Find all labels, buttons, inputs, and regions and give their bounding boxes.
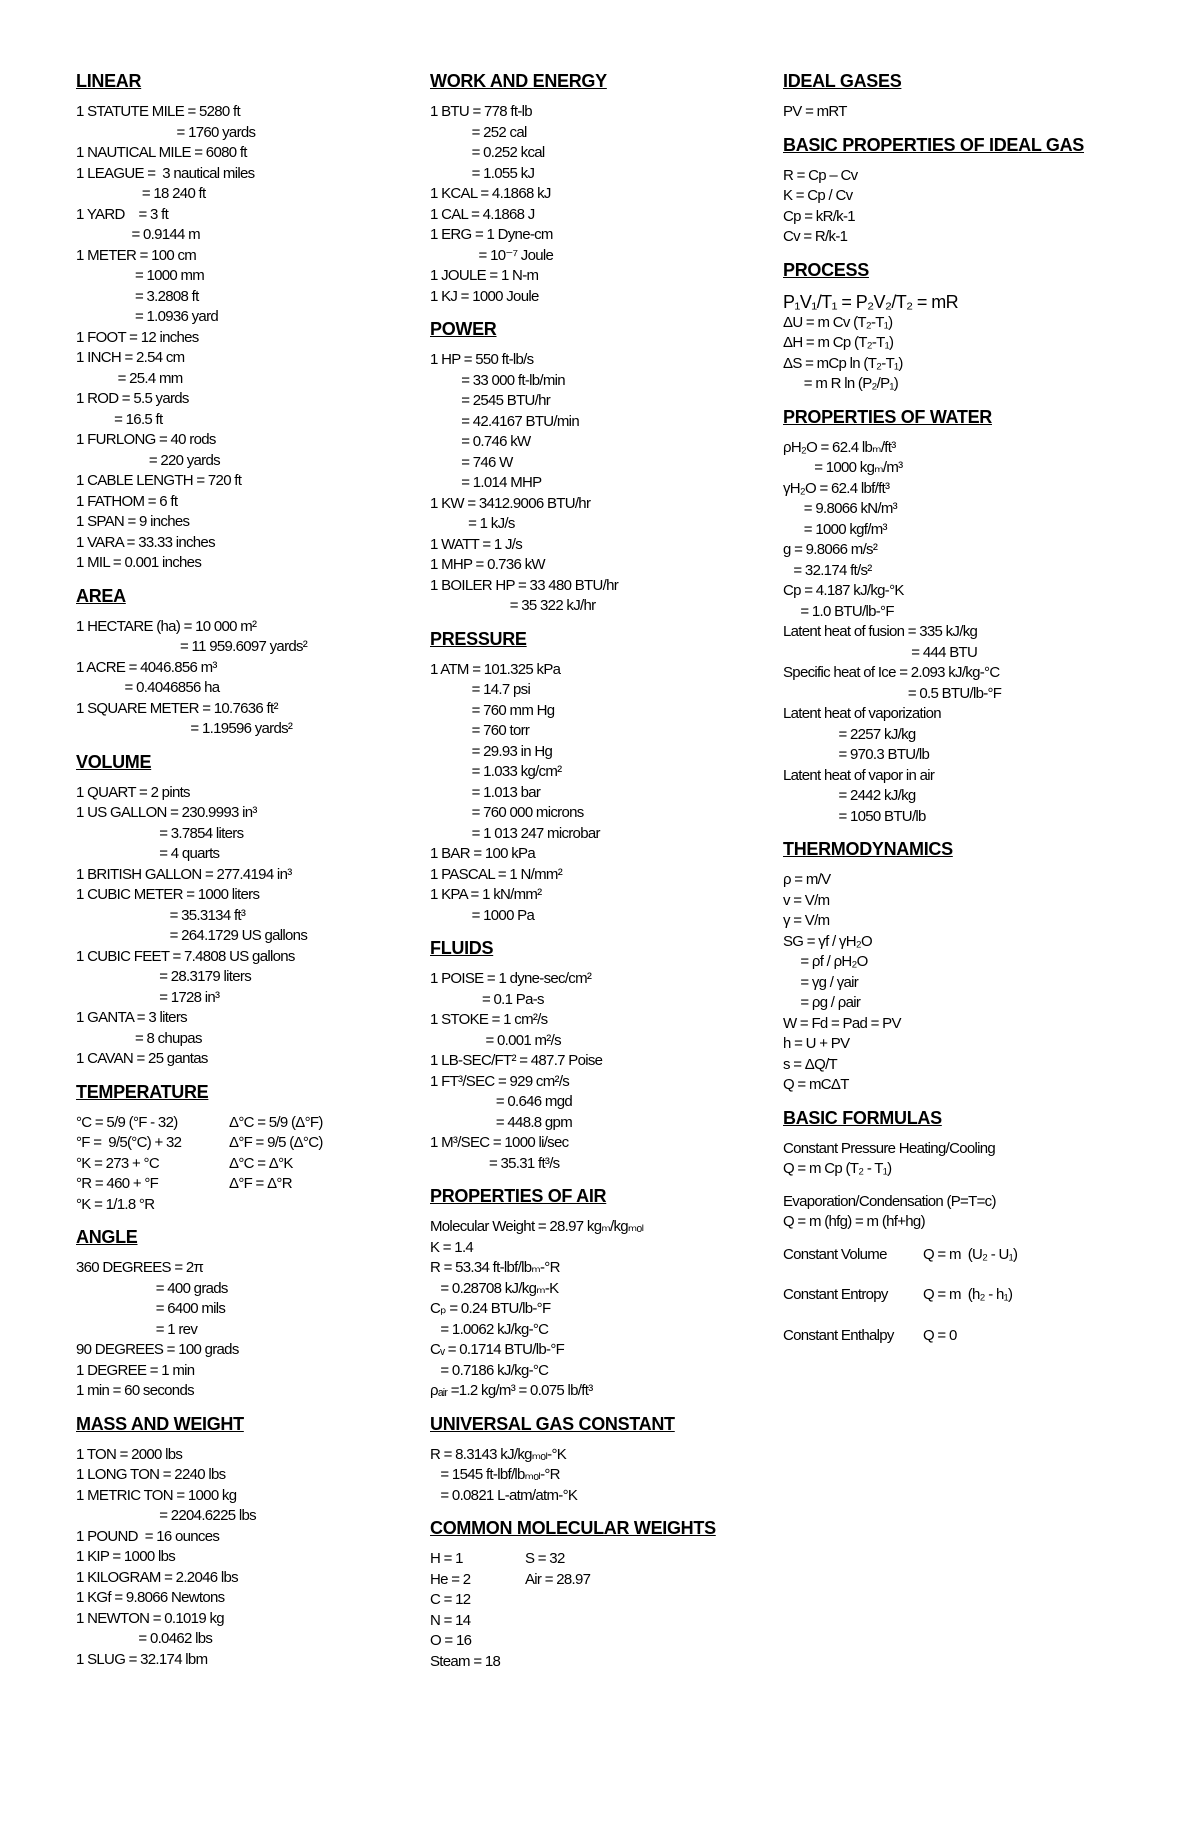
table-row — [430, 1549, 760, 1570]
row-label: Constant Volume — [783, 1245, 887, 1263]
spacer — [783, 1180, 1163, 1192]
text-line: = 1 013 247 microbar — [430, 824, 600, 842]
section-heading: MASS AND WEIGHT — [76, 1413, 244, 1434]
text-line: = 8 chupas — [76, 1029, 202, 1047]
text-line: = 760 torr — [430, 722, 530, 739]
text-line: Cᵥ = 0.1714 BTU/lb-°F — [430, 1341, 565, 1358]
text-line: = 35.3134 ft³ — [76, 906, 246, 924]
text-line: = 0.1 Pa-s — [430, 990, 544, 1008]
section — [783, 838, 1163, 1096]
text-line: 1 KPA = 1 kN/mm² — [430, 886, 542, 903]
text-line: 1 KCAL = 4.1868 kJ — [430, 185, 551, 202]
text-line: Molecular Weight = 28.97 kgₘ/kgₘₒₗ — [430, 1218, 644, 1235]
text-line: = 1050 BTU/lb — [783, 807, 926, 825]
text-line: = 0.5 BTU/lb-°F — [783, 684, 1002, 702]
text-line: 1 BTU = 778 ft-lb — [430, 103, 532, 120]
text-line: = 25.4 mm — [76, 369, 183, 387]
section — [430, 937, 760, 1174]
text-line: = 28.3179 liters — [76, 968, 252, 985]
section-heading: WORK AND ENERGY — [430, 71, 607, 91]
section — [783, 134, 1163, 248]
text-line: 1 STOKE = 1 cm²/s — [430, 1011, 548, 1028]
section-heading: ANGLE — [76, 1227, 138, 1247]
molecular-weights-table — [430, 1549, 760, 1672]
text-line: Constant Pressure Heating/Cooling — [783, 1139, 996, 1157]
text-line: 1 M³/SEC = 1000 li/sec — [430, 1134, 569, 1151]
section-heading: PRESSURE — [430, 628, 527, 649]
table-row — [76, 1133, 406, 1154]
text-line: 1 SPAN = 9 inches — [76, 513, 190, 530]
table-row — [430, 1611, 760, 1632]
section — [76, 751, 406, 1070]
section-heading: VOLUME — [76, 751, 152, 772]
text-line: 1 KGf = 9.8066 Newtons — [76, 1589, 225, 1606]
text-line: = 400 grads — [76, 1279, 228, 1297]
text-line: = 2442 kJ/kg — [783, 787, 916, 804]
text-line: = 1545 ft-lbf/lbₘₒₗ-°R — [430, 1466, 560, 1483]
text-line: Q = m (hfg) = m (hf+hg) — [783, 1213, 925, 1230]
text-line: = 1.055 kJ — [430, 164, 535, 182]
row-value: Q = 0 — [923, 1326, 957, 1344]
temperature-table — [76, 1113, 406, 1216]
text-line: Q = m Cp (T₂ - T₁) — [783, 1160, 892, 1177]
text-line: 1 DEGREE = 1 min — [76, 1361, 195, 1379]
row-label: He = 2 — [430, 1570, 471, 1588]
column-1-bottom-sections — [76, 1226, 406, 1670]
column-3 — [783, 70, 1163, 1366]
text-line: 1 CAVAN = 25 gantas — [76, 1050, 208, 1067]
text-line: = 444 BTU — [783, 643, 978, 661]
text-line: 1 ATM = 101.325 kPa — [430, 660, 561, 678]
text-line: 1 VARA = 33.33 inches — [76, 533, 215, 551]
text-line: 1 FATHOM = 6 ft — [76, 492, 178, 510]
text-line: 1 NEWTON = 0.1019 kg — [76, 1609, 224, 1627]
text-line: = 760 mm Hg — [430, 701, 555, 719]
text-line: = 1.0936 yard — [76, 308, 219, 325]
section-heading: THERMODYNAMICS — [783, 839, 953, 859]
section — [76, 1413, 406, 1671]
text-line: ρH₂O = 62.4 lbₘ/ft³ — [783, 438, 896, 456]
text-line: 1 FURLONG = 40 rods — [76, 431, 216, 448]
text-line: K = Cp / Cv — [783, 187, 853, 204]
text-line: g = 9.8066 m/s² — [783, 541, 878, 558]
text-line: 1 CAL = 4.1868 J — [430, 205, 535, 223]
section — [430, 1413, 760, 1507]
section — [76, 70, 406, 574]
text-line: = 1 rev — [76, 1320, 198, 1338]
text-line: 1 SQUARE METER = 10.7636 ft² — [76, 699, 278, 717]
text-line: R = 53.34 ft-lbf/lbₘ-°R — [430, 1259, 560, 1276]
row-value: Air = 28.97 — [525, 1570, 591, 1588]
text-line: = 9.8066 kN/m³ — [783, 500, 897, 517]
section-heading: FLUIDS — [430, 938, 494, 958]
text-line: R = 8.3143 kJ/kgₘₒₗ-°K — [430, 1445, 567, 1463]
column-2-sections — [430, 70, 760, 1506]
text-line: 1 QUART = 2 pints — [76, 783, 190, 801]
text-line: 1 KILOGRAM = 2.2046 lbs — [76, 1568, 238, 1586]
text-line: 1 WATT = 1 J/s — [430, 535, 523, 553]
column-1 — [76, 70, 406, 1681]
text-line: = 1.0 BTU/lb-°F — [783, 602, 894, 620]
row-label: N = 14 — [430, 1611, 471, 1629]
text-line: = 0.0462 lbs — [76, 1630, 213, 1647]
text-line: = 1.014 MHP — [430, 474, 542, 491]
text-line: 1 CUBIC METER = 1000 liters — [76, 886, 260, 903]
text-line: ρₐᵢᵣ =1.2 kg/m³ = 0.075 lb/ft³ — [430, 1382, 593, 1399]
section-heading: UNIVERSAL GAS CONSTANT — [430, 1413, 675, 1434]
text-line: = 2204.6225 lbs — [76, 1507, 256, 1524]
table-row — [76, 1113, 406, 1134]
basic-formulas-section — [783, 1107, 1163, 1347]
text-line: = 1.0062 kJ/kg-°C — [430, 1320, 549, 1338]
text-line: 1 INCH = 2.54 cm — [76, 349, 185, 366]
row-label: °K = 1/1.8 °R — [76, 1195, 155, 1213]
text-line: s = ΔQ/T — [783, 1055, 838, 1073]
text-line: 1 KIP = 1000 lbs — [76, 1548, 176, 1565]
row-label: C = 12 — [430, 1591, 471, 1608]
text-line: = 1760 yards — [76, 123, 256, 141]
text-line: = 1.033 kg/cm² — [430, 763, 562, 780]
text-line: = 1728 in³ — [76, 988, 220, 1006]
text-line: = 14.7 psi — [430, 681, 531, 698]
text-line: = 42.4167 BTU/min — [430, 412, 579, 430]
text-line: 1 GANTA = 3 liters — [76, 1009, 187, 1026]
row-value: Δ°F = 9/5 (Δ°C) — [229, 1134, 323, 1151]
text-line: = 264.1729 US gallons — [76, 927, 308, 944]
text-line: 1 PASCAL = 1 N/mm² — [430, 865, 563, 883]
section-heading: BASIC PROPERTIES OF IDEAL GAS — [783, 134, 1085, 155]
row-label: Constant Entropy — [783, 1286, 888, 1303]
text-line: 1 BAR = 100 kPa — [430, 845, 535, 862]
text-line: Latent heat of vaporization — [783, 705, 941, 722]
text-line: 1 METER = 100 cm — [76, 246, 197, 264]
process-main-equation: P₁V₁/T₁ = P₂V₂/T₂ = mR — [783, 291, 959, 312]
text-line: = 16.5 ft — [76, 410, 163, 428]
text-line: = 4 quarts — [76, 845, 220, 862]
text-line: = 0.001 m²/s — [430, 1031, 561, 1049]
text-line: 1 MHP = 0.736 kW — [430, 556, 545, 573]
text-line: = 11 959.6097 yards² — [76, 638, 308, 655]
text-line: 360 DEGREES = 2π — [76, 1259, 204, 1276]
row-value: Δ°C = 5/9 (Δ°F) — [229, 1113, 323, 1131]
section — [430, 1185, 760, 1402]
row-label: °F = 9/5(°C) + 32 — [76, 1134, 182, 1151]
text-line: 1 NAUTICAL MILE = 6080 ft — [76, 144, 247, 161]
formula-blocks — [783, 1139, 1163, 1245]
text-line: 1 HECTARE (ha) = 10 000 m² — [76, 617, 257, 635]
text-line: = 220 yards — [76, 451, 220, 469]
text-line: = m R ln (P₂/P₁) — [783, 375, 899, 392]
row-value: S = 32 — [525, 1550, 565, 1567]
column-1-top-sections — [76, 70, 406, 1070]
section-heading: TEMPERATURE — [76, 1081, 209, 1102]
text-line: Evaporation/Condensation (P=T=c) — [783, 1192, 996, 1210]
text-line: 1 LB-SEC/FT² = 487.7 Poise — [430, 1052, 603, 1069]
text-line: 1 LONG TON = 2240 lbs — [76, 1466, 226, 1483]
text-line: = 0.7186 kJ/kg-°C — [430, 1361, 549, 1379]
section-heading: BASIC FORMULAS — [783, 1107, 942, 1128]
text-line: Specific heat of Ice = 2.093 kJ/kg-°C — [783, 664, 1000, 681]
text-line: 1 POUND = 16 ounces — [76, 1527, 220, 1545]
section-heading: IDEAL GASES — [783, 71, 902, 91]
section — [430, 628, 760, 927]
table-row — [76, 1154, 406, 1175]
molecular-weights-section — [430, 1517, 760, 1672]
formula-row — [783, 1245, 1163, 1266]
text-line: = 1000 kgₘ/m³ — [783, 459, 903, 476]
text-line: 1 CABLE LENGTH = 720 ft — [76, 472, 242, 489]
table-row — [430, 1631, 760, 1652]
row-label: °C = 5/9 (°F - 32) — [76, 1113, 178, 1131]
section — [430, 318, 760, 617]
text-line: γH₂O = 62.4 lbf/ft³ — [783, 479, 890, 497]
text-line: 1 ACRE = 4046.856 m³ — [76, 658, 217, 676]
text-line: = 0.28708 kJ/kgₘ-K — [430, 1279, 559, 1297]
text-line: = 3.2808 ft — [76, 287, 199, 305]
text-line: = 10⁻⁷ Joule — [430, 246, 554, 264]
text-line: Q = mCΔT — [783, 1076, 849, 1093]
text-line: 1 ERG = 1 Dyne-cm — [430, 226, 553, 243]
text-line: 1 FT³/SEC = 929 cm²/s — [430, 1072, 570, 1090]
row-label: O = 16 — [430, 1632, 472, 1649]
column-2 — [430, 70, 760, 1683]
formula-row — [783, 1285, 1163, 1306]
text-line: 1 STATUTE MILE = 5280 ft — [76, 103, 240, 120]
text-line: = 35.31 ft³/s — [430, 1154, 560, 1172]
text-line: = 33 000 ft-lb/min — [430, 371, 565, 389]
text-line: γ = V/m — [783, 912, 830, 929]
section-heading: PROPERTIES OF AIR — [430, 1186, 607, 1206]
text-line: = 0.746 kW — [430, 433, 531, 450]
process-section — [783, 259, 1163, 395]
text-line: Latent heat of vapor in air — [783, 766, 935, 784]
text-line: 90 DEGREES = 100 grads — [76, 1341, 239, 1358]
formula-table — [783, 1245, 1163, 1347]
row-value: Q = m (U₂ - U₁) — [923, 1245, 1018, 1263]
table-row — [430, 1570, 760, 1591]
text-line: = 1.013 bar — [430, 783, 541, 801]
text-line: = 970.3 BTU/lb — [783, 746, 930, 763]
table-row — [430, 1590, 760, 1611]
text-line: ρ = m/V — [783, 871, 831, 888]
text-line: = 2257 kJ/kg — [783, 725, 916, 743]
section-heading: LINEAR — [76, 71, 142, 91]
section — [430, 70, 760, 307]
text-line: K = 1.4 — [430, 1238, 474, 1256]
text-line: = 0.646 mgd — [430, 1093, 572, 1110]
section — [76, 585, 406, 740]
section-heading: COMMON MOLECULAR WEIGHTS — [430, 1518, 716, 1538]
section-heading: PROCESS — [783, 259, 869, 280]
text-line: SG = γf / γH₂O — [783, 932, 872, 950]
row-value: Q = m (h₂ - h₁) — [923, 1286, 1013, 1303]
text-line: 1 US GALLON = 230.9993 in³ — [76, 804, 257, 821]
text-line: = 746 W — [430, 453, 513, 471]
text-line: ΔH = m Cp (T₂-T₁) — [783, 334, 894, 351]
row-label: °K = 273 + °C — [76, 1154, 159, 1172]
text-line: = 448.8 gpm — [430, 1113, 572, 1131]
text-line: = 6400 mils — [76, 1300, 226, 1317]
text-line: 1 HP = 550 ft-lb/s — [430, 351, 534, 368]
text-line: 1 BRITISH GALLON = 277.4194 in³ — [76, 865, 292, 883]
text-line: = 760 000 microns — [430, 804, 584, 821]
section-heading: AREA — [76, 585, 126, 606]
text-line: = 1000 kgf/m³ — [783, 520, 887, 538]
text-line: 1 CUBIC FEET = 7.4808 US gallons — [76, 947, 295, 965]
text-line: = 18 240 ft — [76, 185, 206, 202]
column-3-middle-sections — [783, 406, 1163, 1096]
section — [76, 1226, 406, 1402]
table-row — [76, 1174, 406, 1195]
text-line: = 1 kJ/s — [430, 515, 515, 532]
row-label: °R = 460 + °F — [76, 1175, 159, 1192]
text-line: = 0.252 kcal — [430, 144, 545, 161]
text-line: Cv = R/k-1 — [783, 228, 848, 245]
table-row — [76, 1195, 406, 1216]
text-line: 1 FOOT = 12 inches — [76, 328, 199, 346]
text-line: = 1000 mm — [76, 267, 205, 284]
text-line: = 252 cal — [430, 123, 527, 141]
section-heading: PROPERTIES OF WATER — [783, 406, 992, 427]
text-line: R = Cp – Cv — [783, 166, 858, 184]
text-line: = ρf / ρH₂O — [783, 953, 868, 970]
row-label: H = 1 — [430, 1550, 463, 1567]
text-line: = γg / γair — [783, 973, 859, 991]
text-line: ΔU = m Cv (T₂-T₁) — [783, 313, 893, 331]
text-line: 1 BOILER HP = 33 480 BTU/hr — [430, 576, 619, 594]
text-line: = 0.0821 L-atm/atm-°K — [430, 1486, 578, 1504]
text-line: 1 POISE = 1 dyne-sec/cm² — [430, 970, 592, 987]
text-line: W = Fd = Pad = PV — [783, 1014, 901, 1032]
table-row — [430, 1652, 760, 1673]
row-value: Δ°F = Δ°R — [229, 1175, 292, 1192]
text-line: = 0.9144 m — [76, 226, 200, 243]
text-line: 1 KW = 3412.9006 BTU/hr — [430, 494, 591, 512]
temperature-section — [76, 1081, 406, 1216]
text-line: 1 METRIC TON = 1000 kg — [76, 1486, 237, 1504]
row-label: Constant Enthalpy — [783, 1326, 894, 1344]
text-line: 1 TON = 2000 lbs — [76, 1445, 183, 1463]
text-line: = 3.7854 liters — [76, 824, 244, 842]
text-line: h = U + PV — [783, 1035, 850, 1052]
text-line: = ρg / ρair — [783, 994, 861, 1011]
formula-row — [783, 1326, 1163, 1347]
section — [783, 406, 1163, 828]
row-label: Steam = 18 — [430, 1652, 501, 1670]
text-line: PV = mRT — [783, 103, 847, 120]
section — [783, 70, 1163, 123]
text-line: 1 LEAGUE = 3 nautical miles — [76, 164, 255, 182]
text-line: = 29.93 in Hg — [430, 742, 553, 760]
spacer — [783, 1233, 1163, 1245]
text-line: 1 SLUG = 32.174 lbm — [76, 1650, 208, 1668]
text-line: 1 MIL = 0.001 inches — [76, 554, 202, 571]
text-line: = 1000 Pa — [430, 906, 535, 924]
text-line: 1 JOULE = 1 N-m — [430, 267, 539, 284]
column-3-top-sections — [783, 70, 1163, 248]
text-line: 1 min = 60 seconds — [76, 1382, 194, 1399]
text-line: = 35 322 kJ/hr — [430, 597, 596, 614]
row-value: Δ°C = Δ°K — [229, 1154, 293, 1172]
text-line: = 0.4046856 ha — [76, 679, 220, 696]
text-line: Cp = 4.187 kJ/kg-°K — [783, 582, 904, 599]
text-line: 1 YARD = 3 ft — [76, 205, 169, 223]
text-line: 1 ROD = 5.5 yards — [76, 390, 189, 407]
section-heading: POWER — [430, 319, 497, 339]
text-line: Cₚ = 0.24 BTU/lb-°F — [430, 1300, 551, 1317]
text-line: Latent heat of fusion = 335 kJ/kg — [783, 623, 978, 640]
text-line: ΔS = mCp ln (T₂-T₁) — [783, 354, 903, 372]
process-lines — [783, 313, 1163, 395]
text-line: Cp = kR/k-1 — [783, 207, 855, 225]
text-line: = 1.19596 yards² — [76, 720, 293, 737]
text-line: 1 KJ = 1000 Joule — [430, 287, 539, 305]
text-line: v = V/m — [783, 891, 830, 909]
text-line: = 2545 BTU/hr — [430, 392, 551, 409]
text-line: = 32.174 ft/s² — [783, 561, 872, 579]
